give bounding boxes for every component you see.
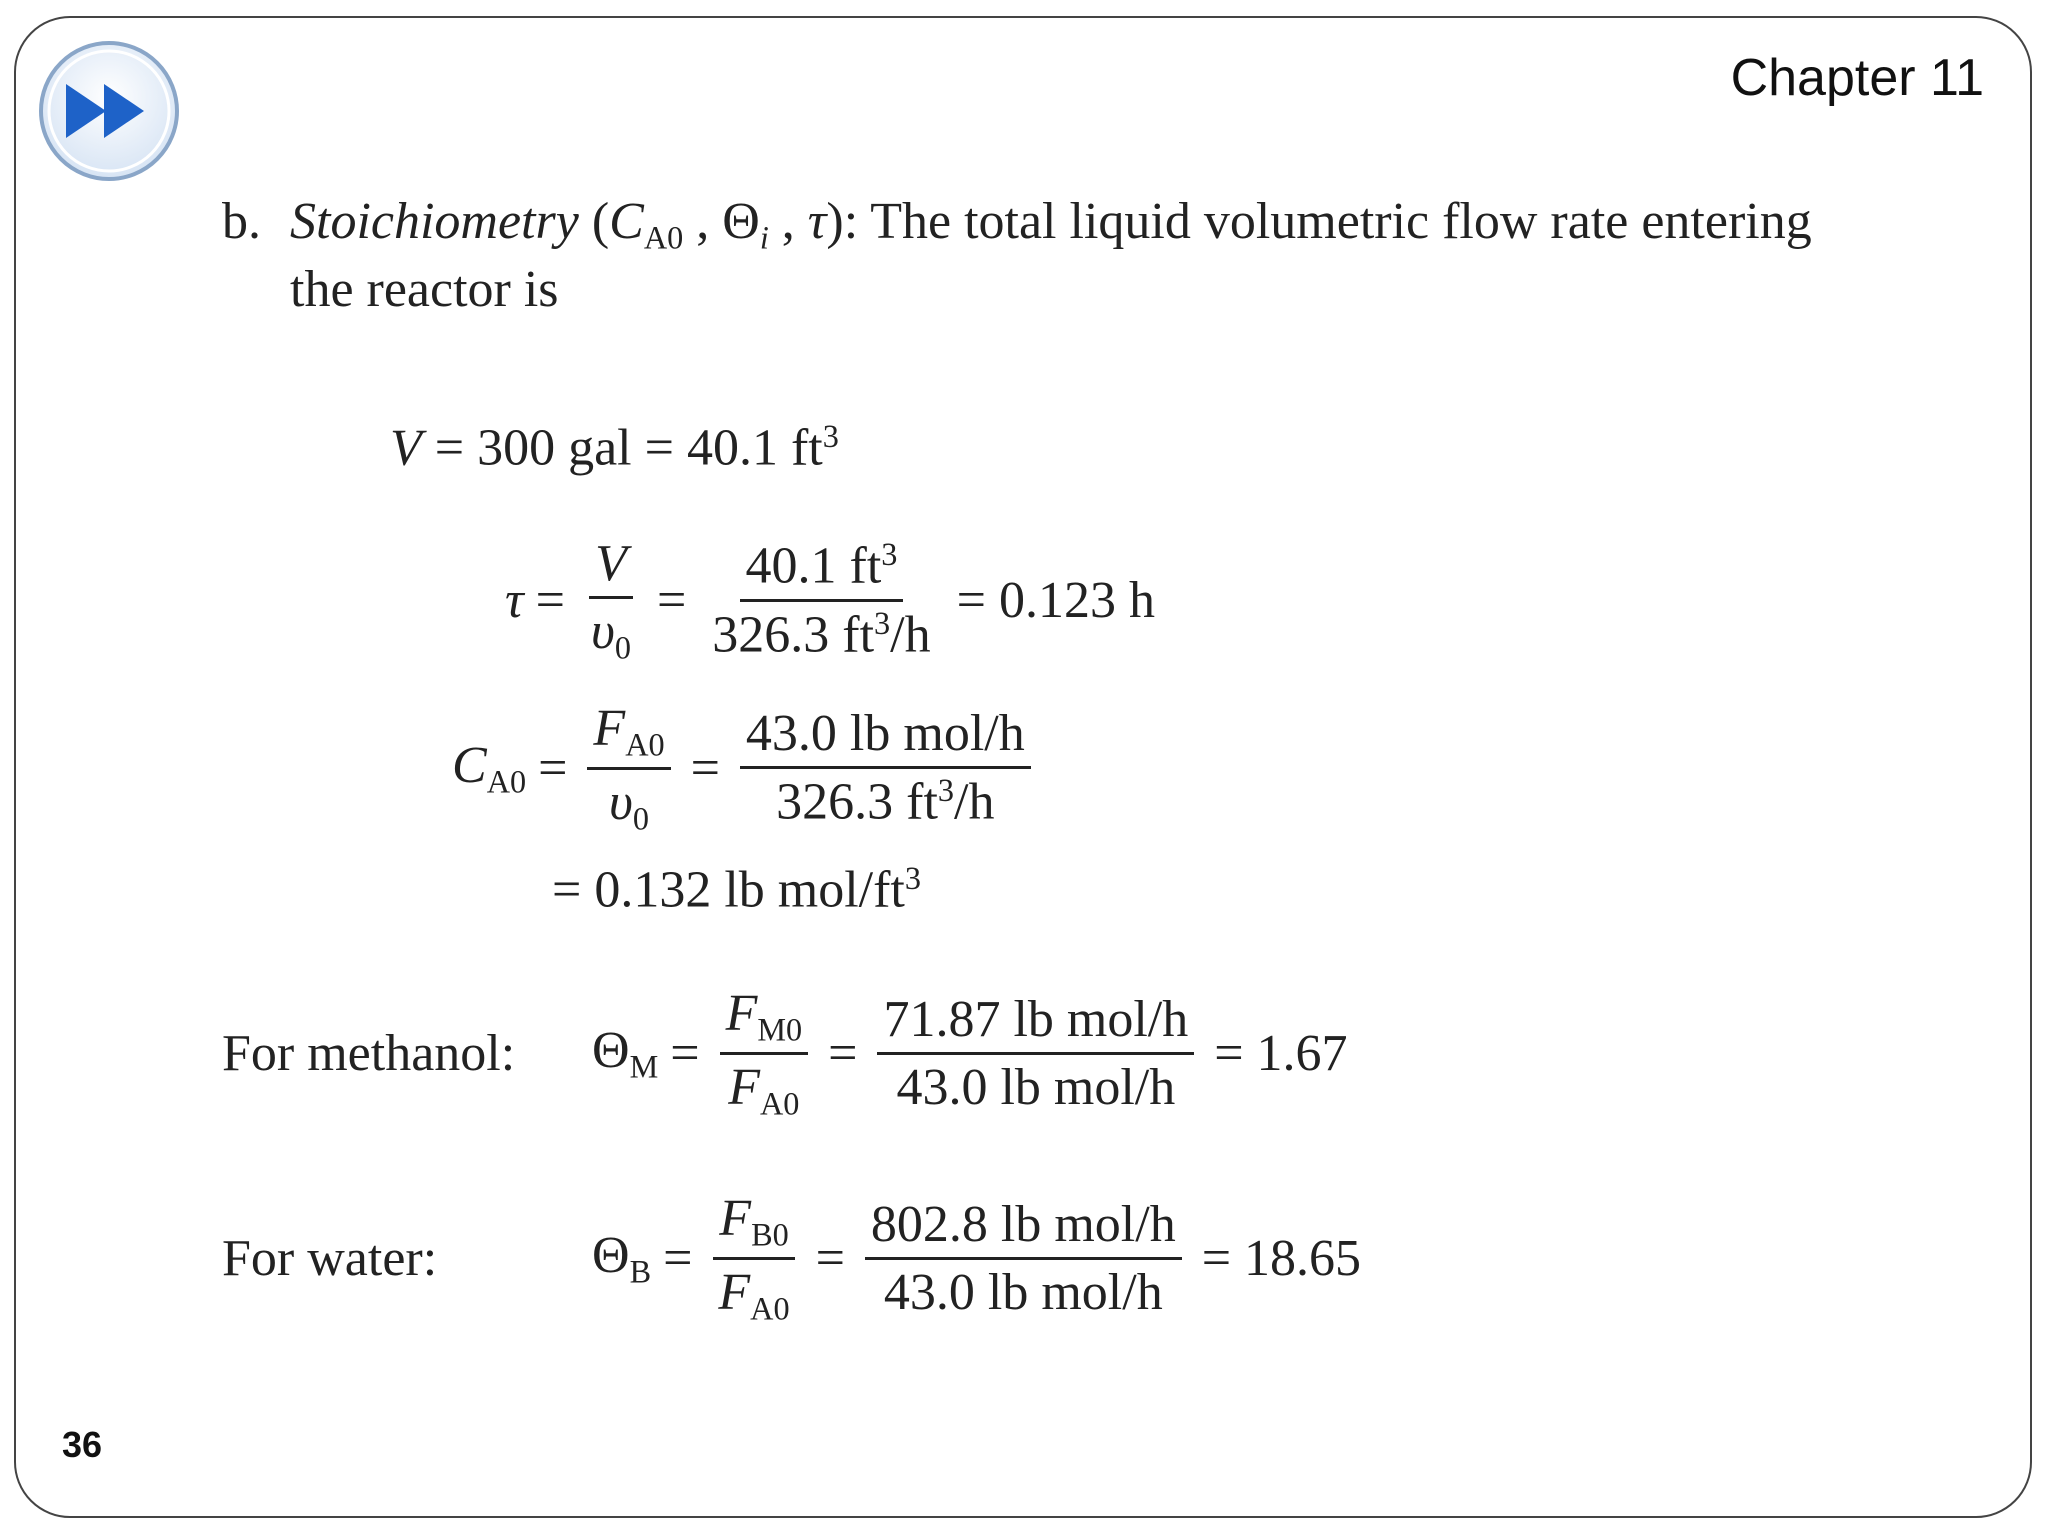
- equation-water: For water: $\Theta_B$ = $\frac{F_{B0}}{F_{A0}}$ = $\frac{\text{802.8 lb mol/h}}{\text{43.0 lb mol/h}}$ = 18.65: [222, 1190, 1362, 1327]
- intro-title: Stoichiometry: [290, 193, 579, 250]
- item-label: b.: [222, 193, 261, 250]
- chapter-label: Chapter 11: [1730, 49, 1984, 107]
- intro-line-2: the reactor is: [290, 261, 559, 318]
- intro-text: : The total liquid volumetric flow rate entering: [843, 193, 1812, 250]
- equation-methanol: For methanol: $\Theta_M$ = $\frac{F_{M0}}{F_{A0}}$ = $\frac{\text{71.87 lb mol/h}}{\text{43.0 lb mol/h}}$ = 1.67: [222, 985, 1348, 1122]
- equation-volume: V = 300 gal = 40.1 $ft^3$: [390, 418, 839, 477]
- fraction: $\frac{F_{M0}}{F_{A0}}$: [720, 985, 809, 1122]
- fraction: $\frac{F_{A0}}{\upsilon_0}$: [587, 700, 670, 837]
- fraction: $\frac{\text{802.8 lb mol/h}}{\text{43.0 lb mol/h}}$: [865, 1196, 1182, 1321]
- fraction: $\frac{V}{\upsilon_0}$: [590, 535, 631, 666]
- equation-tau: τ = $\frac{V}{\upsilon_0}$ = $\frac{40.1 ft^3}{326.3 ft^3/h}$ = 0.123 h: [505, 535, 1155, 666]
- water-label: For water:: [222, 1229, 438, 1287]
- equation-ca0: $C_{A0}$ = $\frac{F_{A0}}{\upsilon_0}$ = $\frac{\text{43.0 lb mol/h}}{326.3 ft^3/h}$: [452, 700, 1039, 837]
- methanol-label: For methanol:: [222, 1024, 516, 1082]
- intro-params: ($C_{A0}$ , $\Theta_i$ , τ): [591, 193, 844, 256]
- fraction: $\frac{\text{71.87 lb mol/h}}{\text{43.0 lb mol/h}}$: [877, 991, 1194, 1116]
- fraction: $\frac{F_{B0}}{F_{A0}}$: [712, 1190, 795, 1327]
- fast-forward-icon[interactable]: [36, 38, 182, 184]
- fraction: $\frac{40.1 ft^3}{326.3 ft^3/h}$: [712, 536, 931, 664]
- fraction: $\frac{\text{43.0 lb mol/h}}{326.3 ft^3/h}$: [740, 705, 1031, 831]
- equation-ca0-result: = 0.132 lb mol/$ft^3$: [552, 860, 922, 919]
- page-number: 36: [62, 1424, 103, 1465]
- intro-line-1: [222, 192, 1812, 256]
